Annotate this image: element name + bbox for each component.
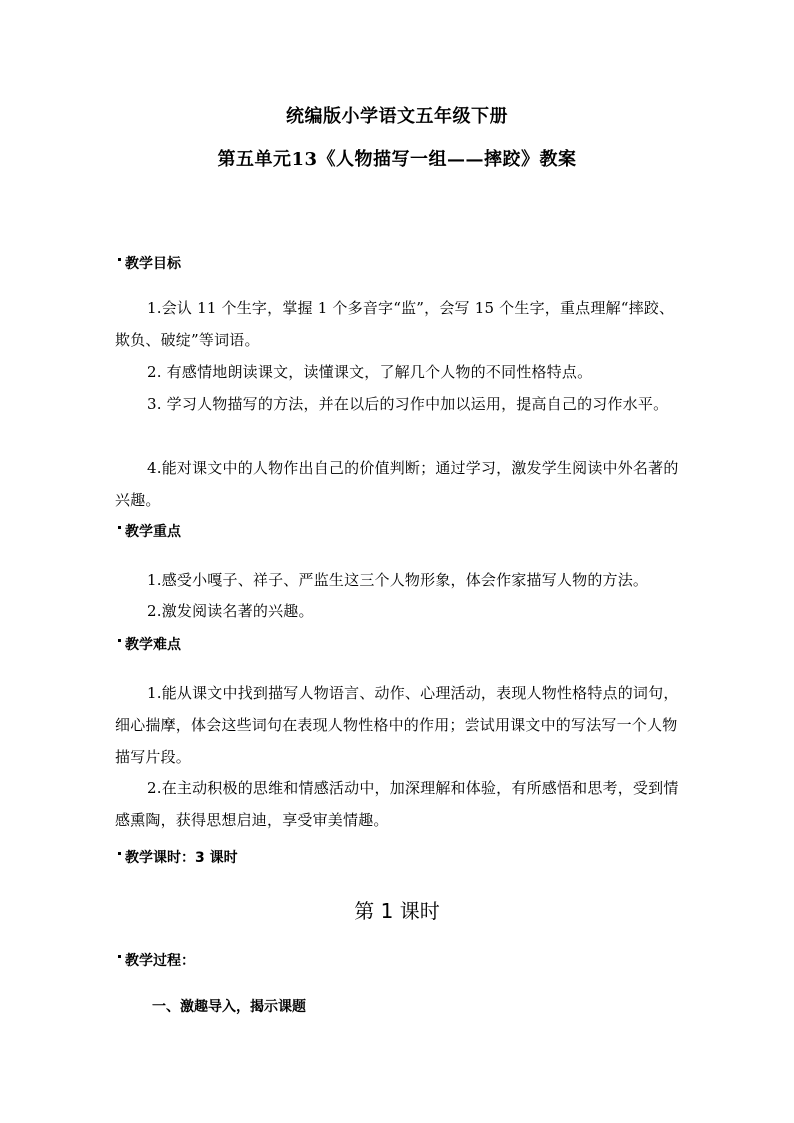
document-subtitle: 第五单元13《人物描写一组——摔跤》教案: [217, 149, 577, 170]
bullet-icon: [118, 955, 121, 958]
section-heading-text: 教学课时：3 课时: [125, 850, 238, 866]
bullet-icon: [118, 526, 121, 529]
bullet-icon: [118, 639, 121, 642]
goal-item-3: 3. 学习人物描写的方法，并在以后的习作中加以运用，提高自己的习作水平。: [147, 395, 669, 413]
goal-item-2: 2. 有感情地朗读课文，读懂课文，了解几个人物的不同性格特点。: [147, 363, 593, 381]
key-point-item-1: 1.感受小嘎子、祥子、严监生这三个人物形象，体会作家描写人物的方法。: [147, 571, 649, 589]
difficulty-item-2: 2.在主动积极的思维和情感活动中，加深理解和体验，有所感悟和思考，受到情感熏陶，获得思想启迪，享受审美情趣。: [115, 779, 679, 829]
goal-item-4: 4.能对课文中的人物作出自己的价值判断；通过学习，激发学生阅读中外名著的兴趣。: [115, 459, 679, 509]
section-heading-key-points: [118, 523, 181, 541]
bullet-icon: [118, 852, 121, 855]
section-heading-text: 教学目标: [125, 256, 181, 272]
difficulty-item-1: 1.能从课文中找到描写人物语言、动作、心理活动，表现人物性格特点的词句，细心揣摩，体会这些词句在表现人物性格中的作用；尝试用课文中的写法写一个人物描写片段。: [115, 684, 679, 766]
process-step-1: 一、激趣导入，揭示课题: [152, 999, 306, 1015]
bullet-icon: [118, 258, 121, 261]
document-title: 统编版小学语文五年级下册: [286, 106, 508, 127]
section-heading-class-hours: [118, 849, 238, 867]
key-point-item-2: 2.激发阅读名著的兴趣。: [147, 602, 314, 620]
section-heading-goals: [118, 255, 181, 273]
section-heading-text: 教学过程：: [125, 953, 195, 969]
goal-item-1: 1.会认 11 个生字，掌握 1 个多音字“监”，会写 15 个生字，重点理解“摔跤、欺负、破绽”等词语。: [115, 299, 675, 349]
section-heading-process: [118, 952, 195, 970]
section-heading-difficulties: [118, 636, 181, 654]
section-heading-text: 教学难点: [125, 637, 181, 653]
lesson-title: 第 1 课时: [354, 899, 440, 923]
section-heading-text: 教学重点: [125, 524, 181, 540]
